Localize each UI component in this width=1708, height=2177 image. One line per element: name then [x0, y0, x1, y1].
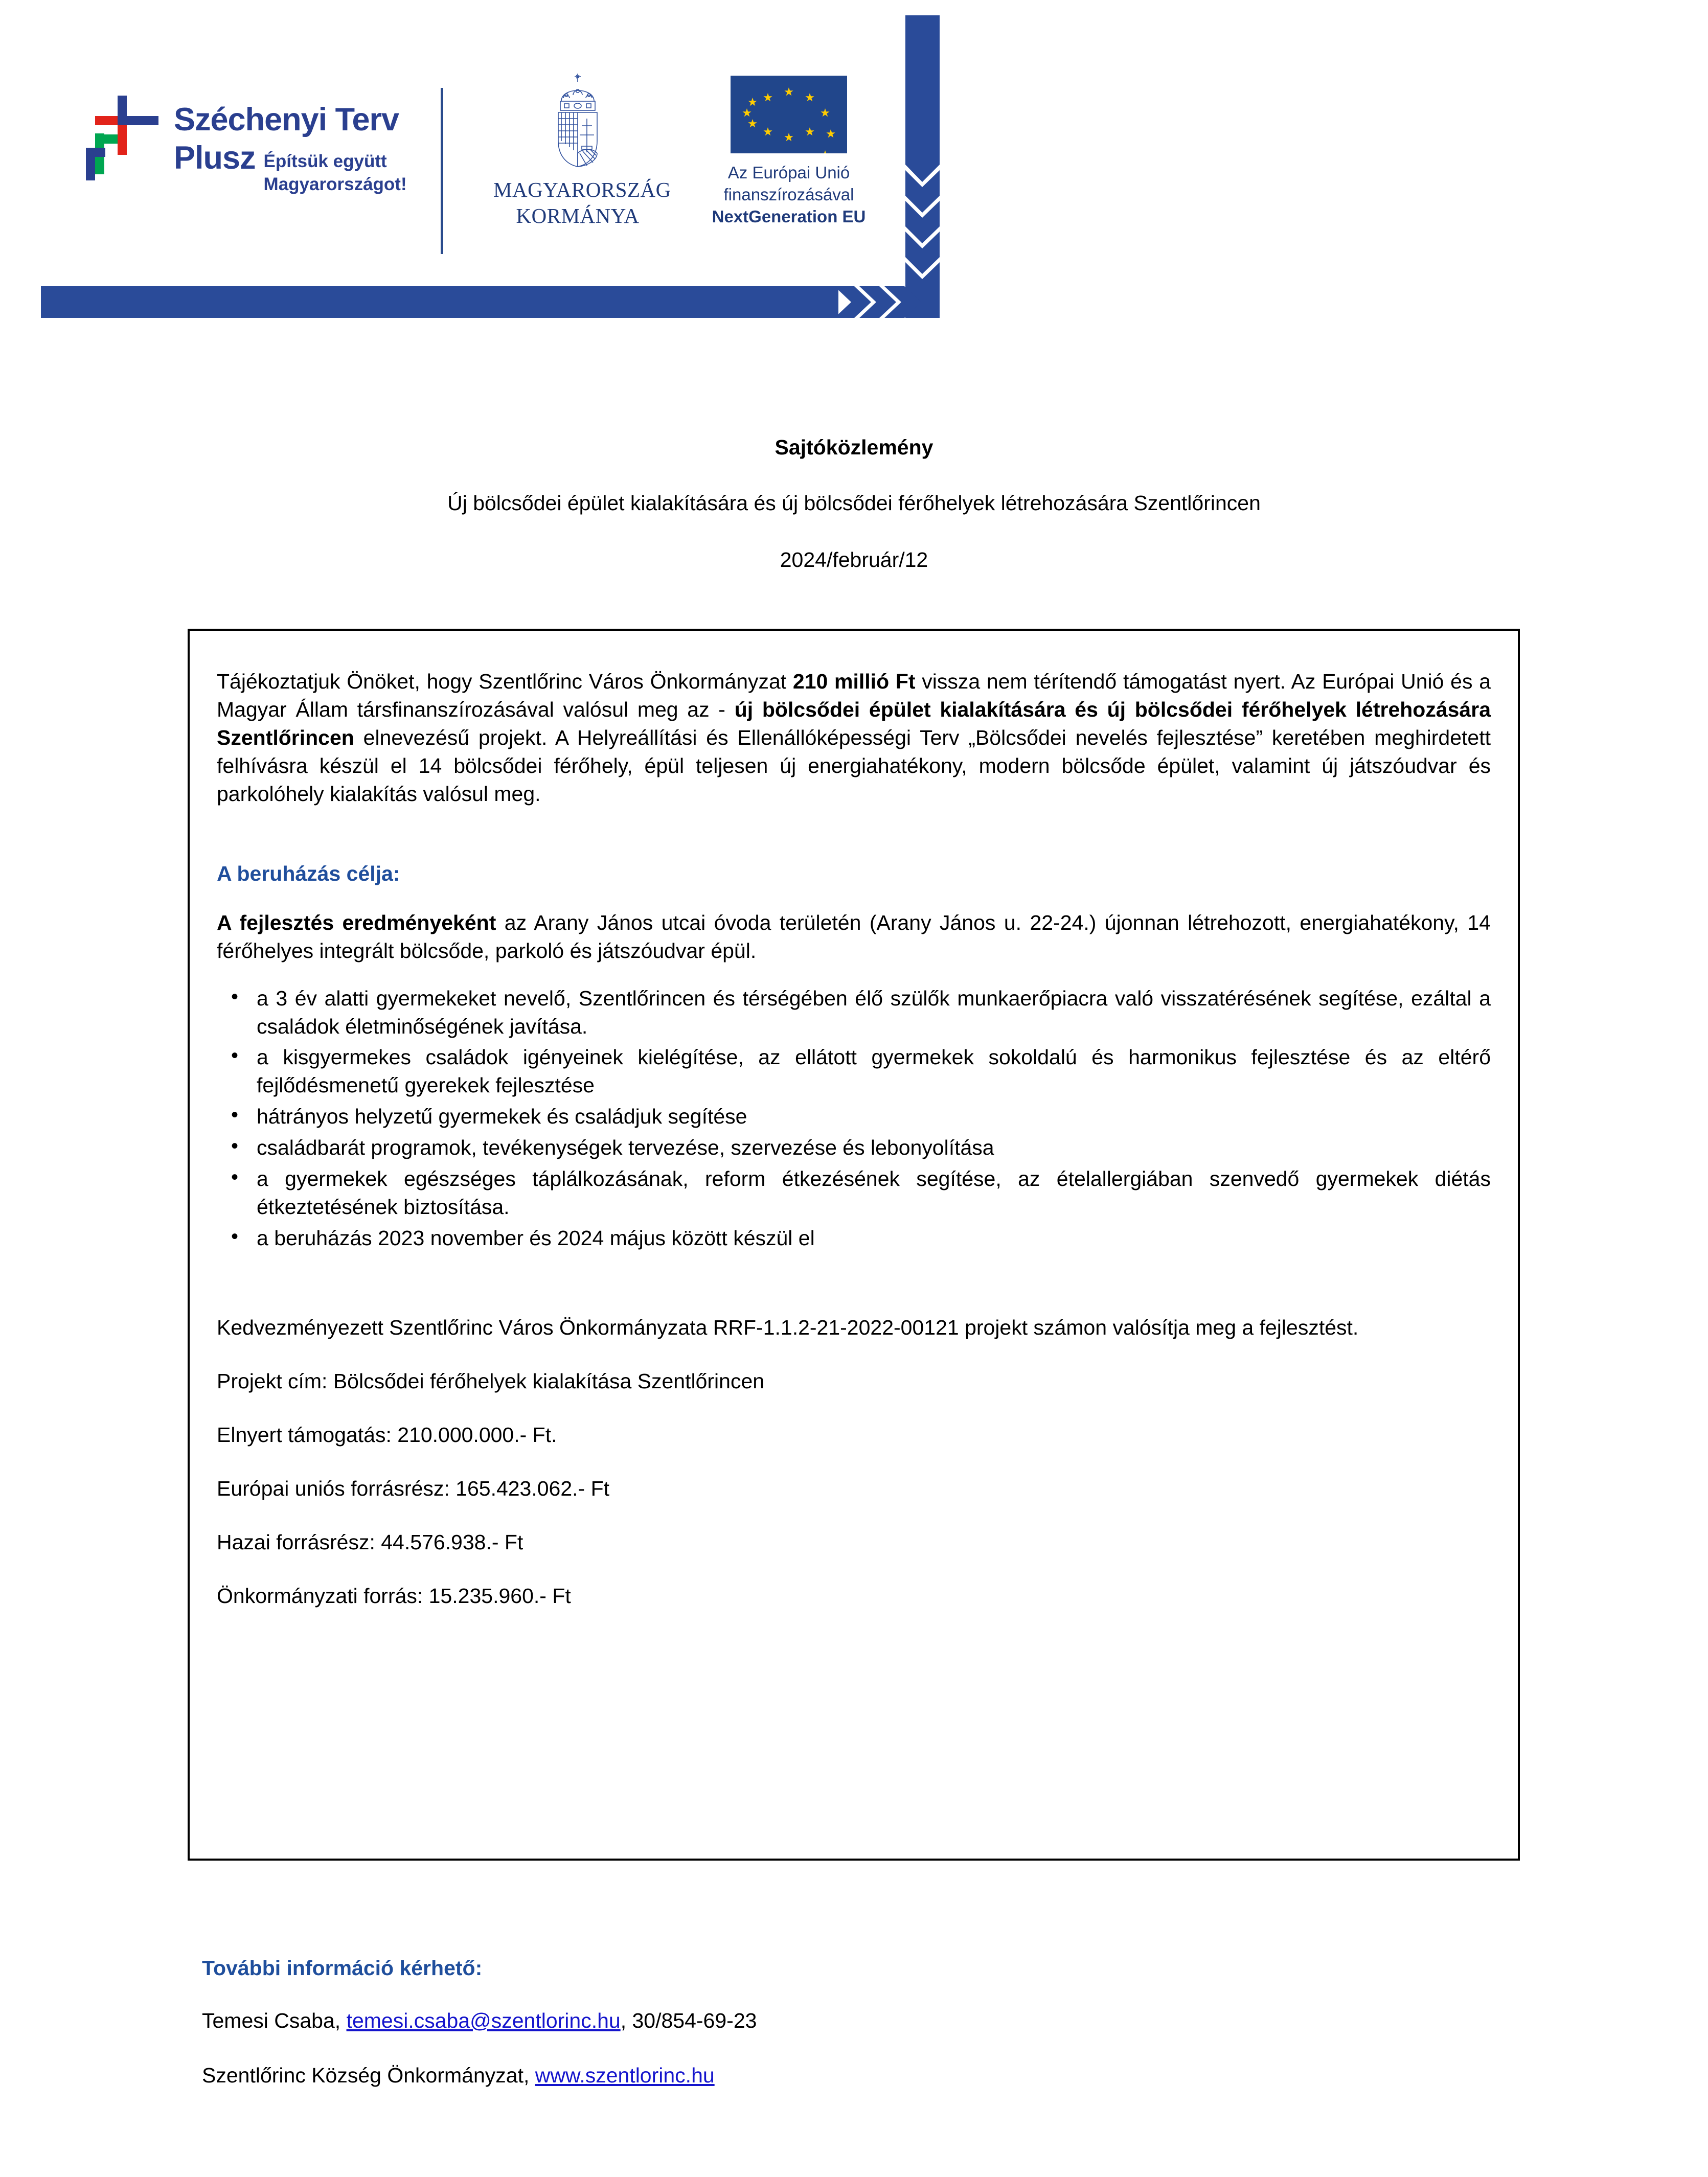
header-logo-band	[0, 0, 1708, 332]
organization-website-link[interactable]: www.szentlorinc.hu	[535, 2064, 715, 2088]
intro-seg2: vissza nem térítendő támogatást nyert. Az Európai Unió és a Magyar Állam társfinanszírozásával valósul meg az -	[217, 670, 1491, 721]
footer-heading: További információ kérhető:	[202, 1956, 483, 1980]
page-subtitle: Új bölcsődei épület kialakítására és új bölcsődei férőhelyek létrehozására Szentlőrincen	[447, 491, 1261, 515]
content-bordered-box	[188, 629, 1520, 1861]
list-item: • a 3 év alatti gyermekeket nevelő, Szentlőrincen és térségében élő szülők munkaerőpiacra való visszatérésének segítése, ezáltal a családok életminőségének javítása.	[257, 984, 1491, 1041]
hungarian-coat-of-arms-icon	[550, 72, 605, 169]
szechenyi-line1: Széchenyi Terv	[174, 102, 399, 138]
government-wordmark	[493, 177, 671, 229]
szechenyi-plus-mark-icon	[82, 95, 169, 181]
contact-name: Temesi Csaba,	[202, 2009, 347, 2032]
eu-caption-line3: NextGeneration EU	[712, 207, 866, 226]
footer-contact-block	[202, 1958, 1480, 2088]
title-block	[0, 437, 1708, 570]
grant-awarded-line: Elnyert támogatás: 210.000.000.- Ft.	[217, 1423, 557, 1447]
eu-flag-icon	[731, 76, 847, 153]
eu-caption-line1: Az Európai Unió	[727, 163, 850, 182]
intro-paragraph	[217, 668, 1491, 808]
project-title-line: Projekt cím: Bölcsődei férőhelyek kialakítása Szentlőrincen	[217, 1369, 765, 1393]
eu-caption	[704, 162, 873, 228]
list-item: • a kisgyermekes családok igényeinek kielégítése, az ellátott gyermekek sokoldalú és harmonikus fejlesztése és az eltérő fejlődésmenetű gyerekek fejlesztése	[257, 1043, 1491, 1099]
intro-amount: 210 millió Ft	[792, 670, 916, 693]
domestic-source-line: Hazai forrásrész: 44.576.938.- Ft	[217, 1530, 523, 1554]
szechenyi-line2: Plusz	[174, 140, 256, 176]
intro-seg3: elnevezésű projekt. A Helyreállítási és Ellenállóképességi Terv „Bölcsődei nevelés fejlesztése” keretében meghirdetett felhívásra készül el 14 bölcsődei férőhely, épül teljesen új energiahatékony, modern bölcsőde épület, valamint új játszóudvar és parkolóhely kialakítás valósul meg.	[217, 725, 1491, 806]
organization-name: Szentlőrinc Község Önkormányzat,	[202, 2064, 535, 2088]
goal-heading: A beruházás célja:	[217, 861, 400, 885]
szechenyi-terv-plusz-logo	[82, 95, 419, 248]
list-item: • a gyermekek egészséges táplálkozásának, reform étkezésének segítése, az ételallergiában szenvedő gyermekek diétás étkeztetésének biztosítása.	[257, 1165, 1491, 1221]
hungarian-government-logo	[493, 72, 671, 229]
organization-line	[202, 2063, 1480, 2088]
contact-email-link[interactable]: temesi.csaba@szentlorinc.hu	[346, 2009, 621, 2032]
eu-caption-line2: finanszírozásával	[723, 185, 854, 204]
government-line2: KORMÁNYA	[516, 203, 640, 227]
page-title: Sajtóközlemény	[775, 436, 933, 459]
eu-funding-logo	[704, 76, 873, 228]
beneficiary-paragraph: Kedvezményezett Szentlőrinc Város Önkormányzata RRF-1.1.2-21-2022-00121 projekt számon valósítja meg a fejlesztést.	[217, 1316, 1359, 1339]
goal-paragraph	[217, 909, 1491, 965]
intro-project-name: új bölcsődei épület kialakítására és új bölcsődei férőhelyek létrehozására Szentlőrincen	[217, 697, 1491, 749]
szechenyi-wordmark	[174, 104, 414, 196]
government-line1: MAGYARORSZÁG	[493, 178, 671, 201]
szechenyi-slogan-line2: Magyarországot!	[263, 174, 407, 194]
header-vertical-divider	[441, 88, 443, 254]
list-item: • a beruházás 2023 november és 2024 május között készül el	[257, 1224, 1491, 1252]
intro-seg1: Tájékoztatjuk Önöket, hogy Szentlőrinc Város Önkormányzat	[217, 670, 793, 693]
list-item: • hátrányos helyzetű gyermekek és családjuk segítése	[257, 1103, 1491, 1131]
publish-date: 2024/február/12	[780, 548, 928, 571]
municipal-source-line: Önkormányzati forrás: 15.235.960.- Ft	[217, 1584, 571, 1608]
goal-rest: az Arany János utcai óvoda területén (Arany János u. 22-24.) újonnan létrehozott, energiahatékony, 14 férőhelyes integrált bölcsőde, parkoló és játszóudvar épül.	[217, 910, 1491, 963]
goals-list	[217, 984, 1491, 1252]
contact-person-line	[202, 2008, 1480, 2033]
szechenyi-slogan-line1: Építsük együtt	[263, 151, 387, 171]
contact-phone: , 30/854-69-23	[620, 2009, 757, 2032]
szechenyi-slogan	[264, 150, 407, 196]
eu-source-line: Európai uniós forrásrész: 165.423.062.- Ft	[217, 1476, 610, 1500]
list-item: • családbarát programok, tevékenységek tervezése, szervezése és lebonyolítása	[257, 1134, 1491, 1162]
goal-lead-bold: A fejlesztés eredményeként	[217, 910, 496, 934]
